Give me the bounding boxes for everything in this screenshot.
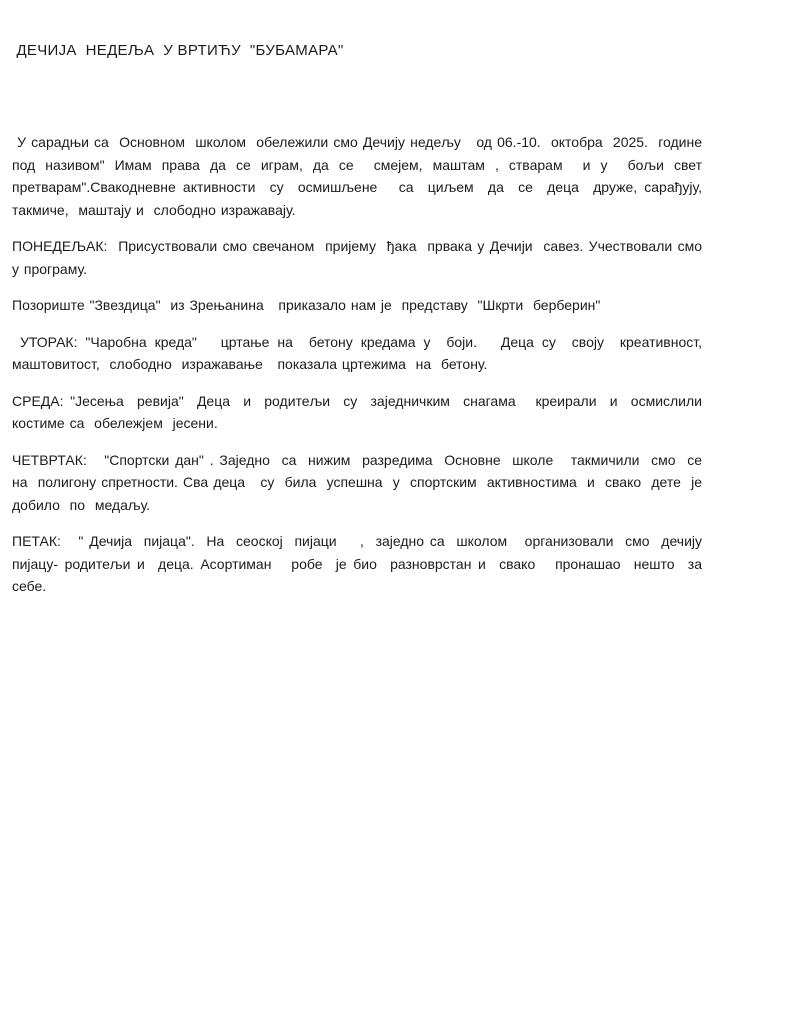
paragraph-monday: ПОНЕДЕЉАК: Присуствовали смо свечаном пријему ђака првака у Дечији савез. Учествовали смо у програму. [12, 238, 712, 277]
paragraph-wednesday: СРЕДА: "Јесења ревија" Деца и родитељи су заједничким снагама креирали и осмислили костиме са обележјем јесени. [12, 392, 712, 431]
paragraph-theatre: Позориште "Звездица" из Зрењанина приказало нам је представу "Шкрти берберин" [12, 297, 601, 313]
document-title: ДЕЧИЈА НЕДЕЉА У ВРТИЋУ "БУБАМАРА" [12, 42, 344, 59]
paragraph-thursday: ЧЕТВРТАК: "Спортски дан" . Заједно са нижим разредима Основне школе такмичили смо се на полигону спретности. Сва деца су била успешна у спортским активностима и свако дете је добило по медаљу. [12, 451, 717, 513]
paragraph-friday: ПЕТАК: " Дечија пијаца". На сеоској пијаци , заједно са школом организовали смо дечију пијацу- родитељи и деца. Асортиман робе је био разноврстан и свако пронашао нешто за себе. [12, 533, 722, 594]
paragraph-intro: У сарадњи са Основном школом обележили смо Дечију недељу од 06.-10. октобра 2025. године под називом" Имам права да се играм, да се смејем, маштам , стварам и у бољи свет претварам".Свакодневне активности су осмишљене са циљем да се деца друже, сарађују, такмиче, маштају и слободно изражавају. [12, 134, 712, 218]
paragraph-tuesday: УТОРАК: "Чаробна креда" цртање на бетону кредама у боји. Деца су своју креативност, маштовитост, слободно изражавање показала цртежима на бетону. [12, 333, 717, 372]
